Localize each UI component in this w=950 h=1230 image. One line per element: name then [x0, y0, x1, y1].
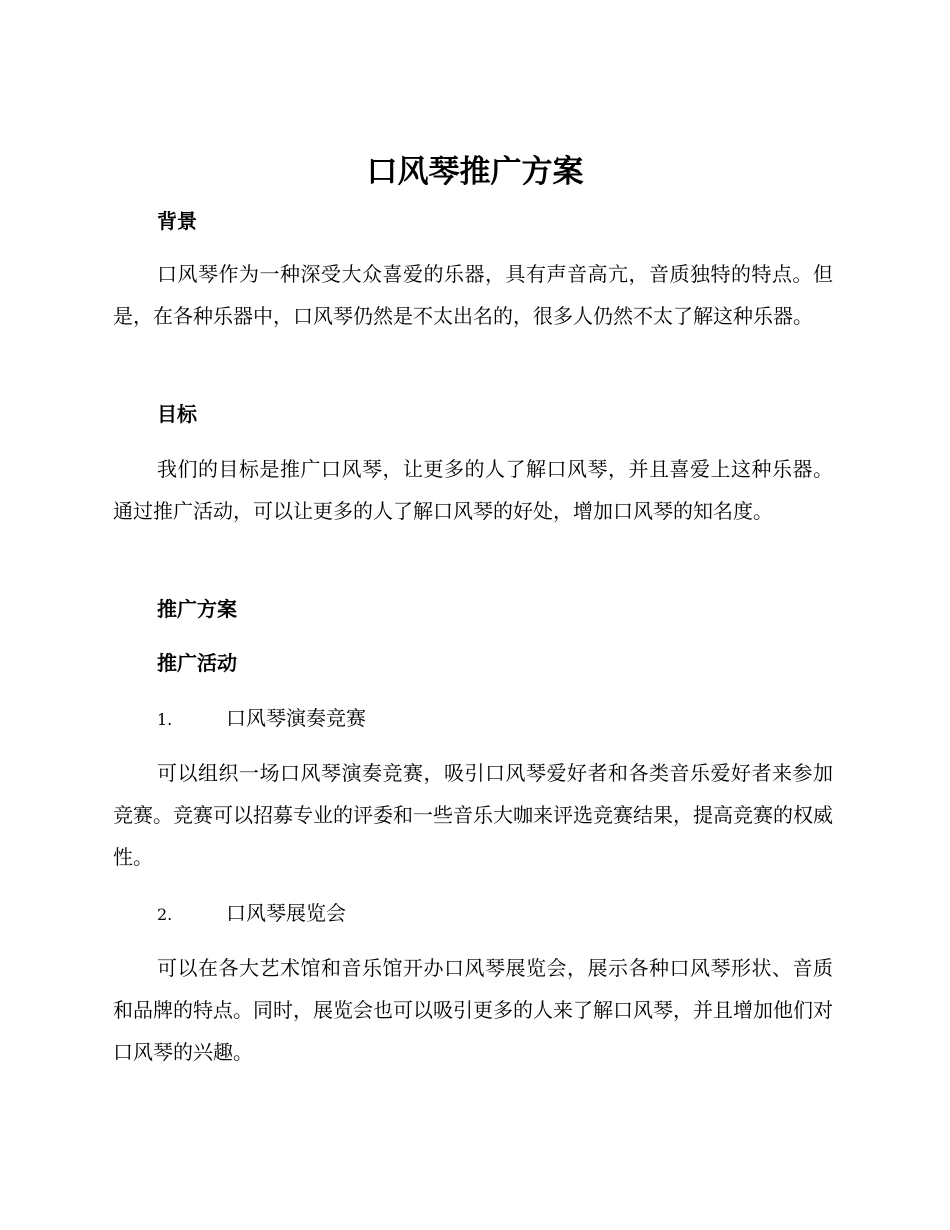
list-item-1: [157, 703, 366, 735]
heading-background: 背景: [157, 209, 197, 233]
list-item-2: [157, 898, 346, 930]
list-number: 2.: [157, 905, 173, 924]
paragraph-item-1: 可以组织一场口风琴演奏竞赛，吸引口风琴爱好者和各类音乐爱好者来参加竞赛。竞赛可以招募专业的评委和一些音乐大咖来评选竞赛结果，提高竞赛的权威性。: [113, 761, 833, 869]
heading-activities: 推广活动: [157, 651, 237, 675]
heading-plan: 推广方案: [157, 597, 237, 621]
paragraph-item-2: 可以在各大艺术馆和音乐馆开办口风琴展览会，展示各种口风琴形状、音质和品牌的特点。同时，展览会也可以吸引更多的人来了解口风琴，并且增加他们对口风琴的兴趣。: [113, 956, 833, 1064]
list-label: 口风琴展览会: [226, 901, 346, 925]
list-label: 口风琴演奏竞赛: [226, 706, 366, 730]
list-number: 1.: [157, 710, 173, 729]
document-title: 口风琴推广方案: [366, 154, 584, 190]
paragraph-goal: 我们的目标是推广口风琴，让更多的人了解口风琴，并且喜爱上这种乐器。通过推广活动，可以让更多的人了解口风琴的好处，增加口风琴的知名度。: [113, 457, 833, 523]
paragraph-background: 口风琴作为一种深受大众喜爱的乐器，具有声音高亢，音质独特的特点。但是，在各种乐器中，口风琴仍然是不太出名的，很多人仍然不太了解这种乐器。: [113, 262, 833, 328]
heading-goal: 目标: [157, 402, 197, 426]
